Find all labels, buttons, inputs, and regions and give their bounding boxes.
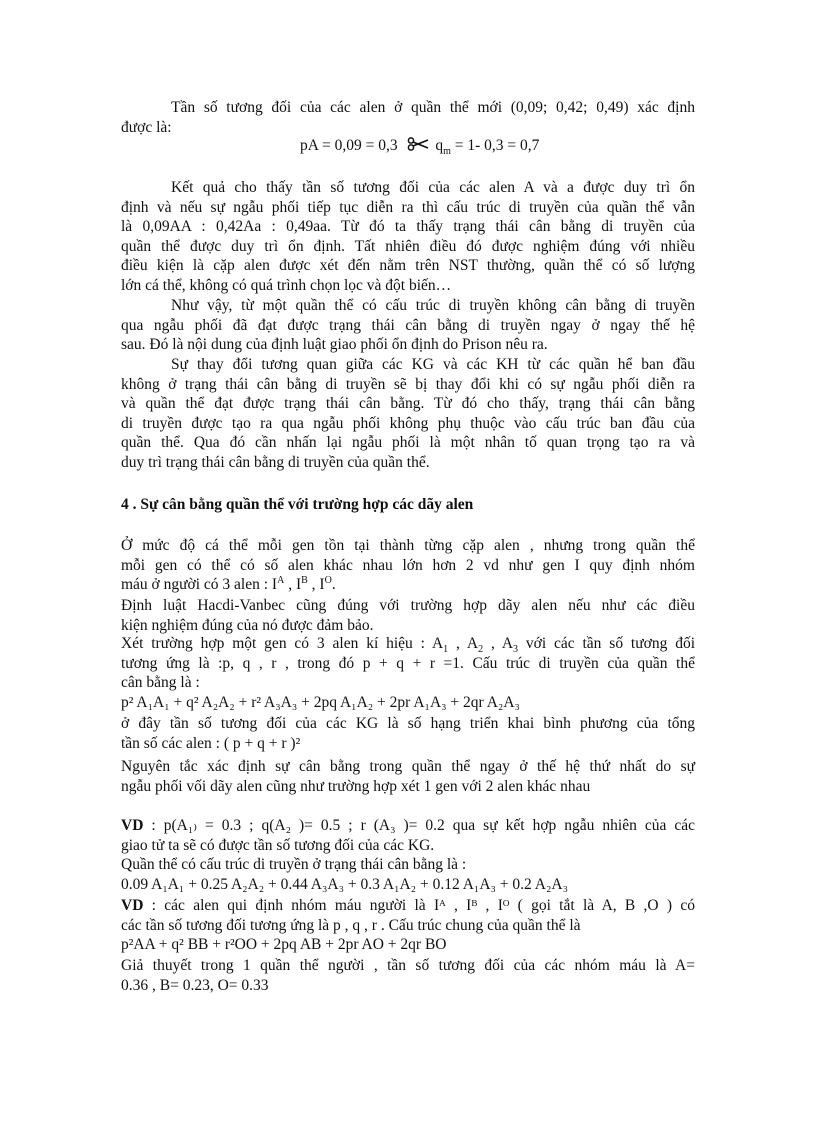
text-line: kiện nghiệm đúng của nó được đảm bảo.: [121, 616, 374, 634]
text-line: Định luật Hacdi-Vanbec cũng đúng với trường hợp dãy alen nếu như các điều: [121, 597, 695, 614]
paragraph-hardy-weinberg: [121, 596, 695, 635]
text-line: định và nếu sự ngẫu phối tiếp tục diễn ra thì cấu trúc di truyền của quần thể vẫn: [121, 198, 695, 216]
formula-frequency: [300, 137, 540, 158]
text-line: di truyền được tạo ra qua ngẫu phối không phụ thuộc vào cấu trúc ban đầu của: [121, 414, 695, 432]
text-line: ở đây tần số tương đối của các KG là số hạng triển khai bình phương của tổng: [121, 715, 695, 732]
text-line: quần thể được duy trì ổn định. Tất nhiên điều đó được nghiệm đúng với nhiều: [121, 237, 695, 255]
formula-left: pA = 0,09 = 0,3: [300, 137, 398, 154]
section-heading: 4 . Sự cân bằng quần thể với trường hợp các dãy alen: [121, 496, 474, 513]
text-line: là 0,09AA : 0,42Aa : 0,49aa. Từ đó ta thấy trạng thái cân bằng di truyền của: [121, 218, 695, 235]
text-line: Ở mức độ cá thể mỗi gen tồn tại thành từng cặp alen , nhưng trong quần thể: [121, 537, 695, 554]
text-line: Nguyên tắc xác định sự cân bằng trong quần thể ngay ở thế hệ thứ nhất do sự: [121, 758, 695, 775]
text-line: máu ở người có 3 alen : $I^A$ , $I^B$ , $I^O$.: [121, 574, 336, 593]
paragraph-principle: [121, 757, 695, 796]
text-line: Kết quả cho thấy tần số tương đối của các alen A và a được duy trì ổn: [171, 179, 695, 196]
formula-q: q: [435, 137, 444, 154]
text-line: Sự thay đổi tương quan giữa các KG và các KH từ các quần hể ban đầu: [171, 356, 695, 373]
text-line: tần số các alen : ( p + q + r )²: [121, 734, 301, 752]
scissors-icon: [407, 137, 429, 151]
text-line: sau. Đó là nội dung của định luật giao phối ổn định do Prison nêu ra.: [121, 336, 548, 353]
text-line: quần thể. Qua đó cần nhấn lại ngẫu phối là một nhân tố quan trọng tạo ra và: [121, 434, 695, 451]
text-line: không ở trạng thái cân bằng di truyền sẽ bị thay đổi khi có sự ngẫu phối diễn ra: [121, 375, 695, 393]
text-line: và quần thể đạt được trạng thái cân bằng. Từ đó cho thấy, trạng thái cân bằng: [121, 395, 695, 412]
text-line: được là:: [121, 118, 172, 136]
formula-q-sub: m: [443, 146, 451, 158]
text-line: Xét trường hợp một gen có 3 alen kí hiệu : $A_1$ , $A_2$ , $A_3$ với các tần số tương đối: [121, 635, 695, 656]
text-line: mỗi gen có thể có số alen khác nhau lớn hơn 2 vd như gen I quy định nhóm: [121, 556, 695, 574]
text-line: lớn cá thể, không có quá trình chọn lọc và đột biến…: [121, 276, 452, 294]
text-line: tương ứng là :p, q , r , trong đó p + q + r =1. Cấu trúc di truyền của quần thể: [121, 654, 695, 672]
paragraph-binomial: [121, 714, 695, 753]
text-line: 0.36 , B= 0.23, O= 0.33: [121, 976, 269, 994]
text-line: giao tử ta sẽ có được tần số tương đối của các KG.: [121, 836, 435, 854]
paragraph-multiple-alleles: [121, 536, 695, 595]
text-line: Quần thể có cấu trúc di truyền ở trạng thái cân bằng là :: [121, 856, 467, 873]
text-line: Tần số tương đối của các alen ở quần thể mới (0,09; 0,42; 0,49) xác định: [171, 99, 695, 116]
paragraph-conclusion: [121, 296, 695, 355]
formula-right: = 1- 0,3 = 0,7: [450, 137, 540, 154]
text-line: cân bằng là :: [121, 674, 200, 691]
paragraph-result: [121, 178, 695, 295]
text-line: điều kiện là cặp alen được xét đến nằm trên NST thường, quần thể có số lượng: [121, 257, 695, 274]
paragraph-hypothesis: [121, 956, 695, 995]
equation-blood-groups: p²AA + q² BB + r²OO + 2pq AB + 2pr AO + 2qr BO: [121, 936, 447, 953]
text-line: Như vậy, từ một quần thể có cấu trúc di truyền không cân bằng di truyền: [171, 297, 695, 314]
paragraph-allele-frequency: [121, 98, 695, 137]
equation-example-1: 0.09 A₁A₁ + 0.25 A₂A₂ + 0.44 A₃A₃ + 0.3 A₁A₂ + 0.12 A₁A₃ + 0.2 A₂A₃: [121, 876, 568, 893]
text-line: Giả thuyết trong 1 quần thể người , tần số tương đối của các nhóm máu là A=: [121, 957, 695, 974]
paragraph-example-1: [121, 816, 695, 855]
text-line: các tần số tương đối tương ứng là p , q , r . Cấu trúc chung của quần thể là: [121, 916, 581, 934]
text-line: duy trì trạng thái cân bằng di truyền của quần thể.: [121, 453, 430, 471]
paragraph-three-alleles: [121, 634, 695, 693]
text-line: VD : p(A₁₎ = 0.3 ; q(A₂ )= 0.5 ; r (A₃ )= 0.2 qua sự kết hợp ngẫu nhiên của các: [121, 817, 695, 834]
paragraph-example-2: [121, 896, 695, 935]
text-line: qua ngẫu phối đã đạt được trạng thái cân bằng di truyền ngay ở ngay thế hệ: [121, 316, 695, 334]
paragraph-change: [121, 355, 695, 472]
text-line: VD : các alen qui định nhóm máu người là Iᴬ , Iᴮ , Iᴼ ( gọi tắt là A, B ,O ) có: [121, 897, 695, 914]
text-line: ngẫu phối vối dãy alen cũng như trường hợp xét 1 gen với 2 alen khác nhau: [121, 777, 591, 795]
equation-three-alleles: p² A₁A₁ + q² A₂A₂ + r² A₃A₃ + 2pq A₁A₂ + 2pr A₁A₃ + 2qr A₂A₃: [121, 694, 520, 711]
